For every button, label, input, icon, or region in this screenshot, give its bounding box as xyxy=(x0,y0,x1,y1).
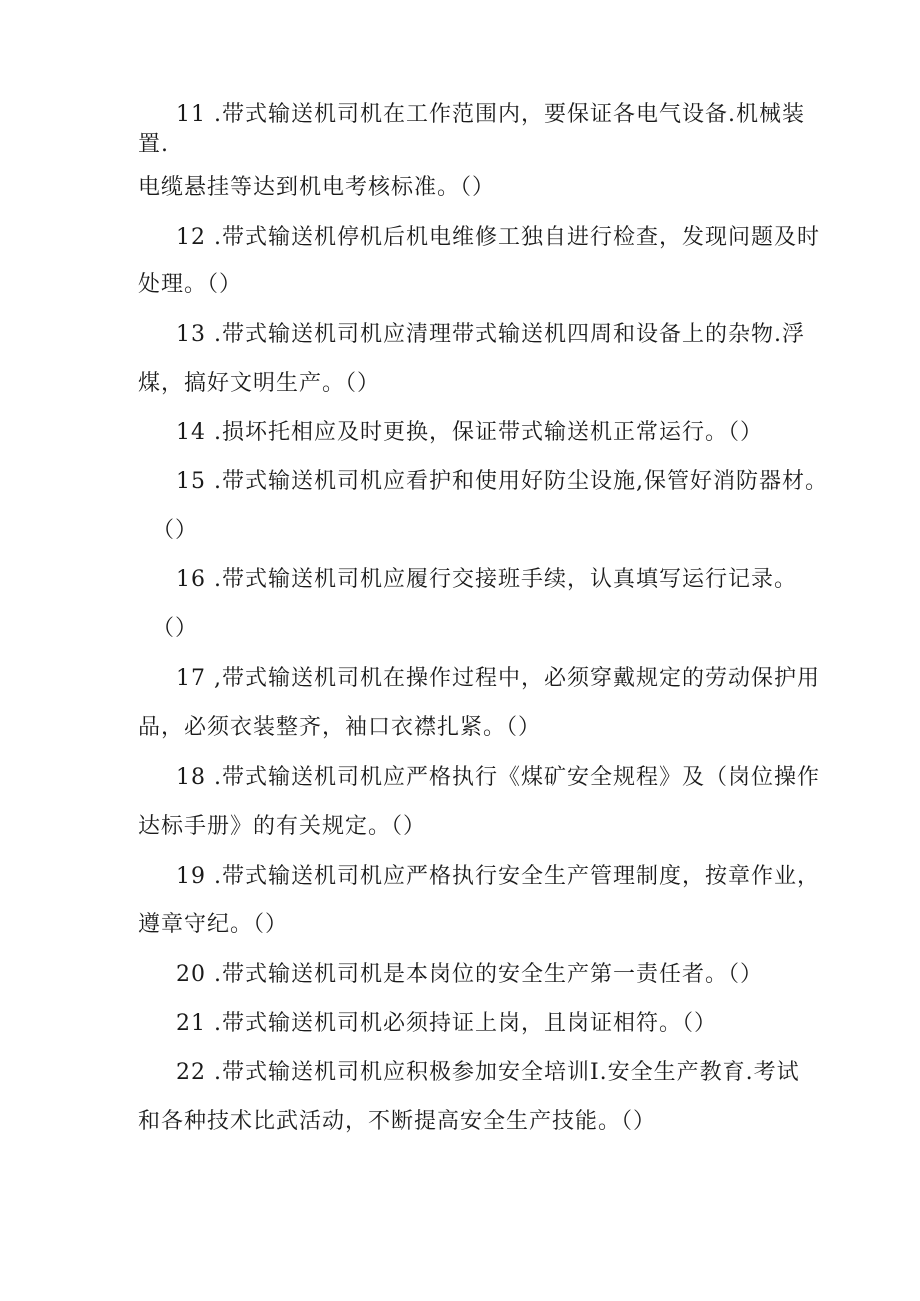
item-21-line-1: 21 .带式输送机司机必须持证上岗，且岗证相符。（） xyxy=(176,1011,717,1036)
item-19-line-1: 19 .带式输送机司机应严格执行安全生产管理制度，按章作业， xyxy=(176,864,820,889)
item-13-line-2: 煤，搞好文明生产。（） xyxy=(138,371,381,396)
item-19-line-2: 遵章守纪。（） xyxy=(138,912,289,937)
item-15-line-1: 15 .带式输送机司机应看护和使用好防尘设施,保管好消防器材。 xyxy=(176,469,828,494)
item-13-line-1: 13 .带式输送机司机应清理带式输送机四周和设备上的杂物.浮 xyxy=(176,322,805,347)
item-11-line-3: 电缆悬挂等达到机电考核标准。（） xyxy=(138,175,496,200)
item-14-line-1: 14 .损坏托相应及时更换，保证带式输送机正常运行。（） xyxy=(176,420,763,445)
item-12-line-2: 处理。（） xyxy=(138,272,243,297)
item-15-line-2: （） xyxy=(152,518,199,543)
item-12-line-1: 12 .带式输送机停机后机电维修工独自进行检查，发现问题及时 xyxy=(176,225,820,250)
item-17-line-1: 17 ,带式输送机司机在操作过程中，必须穿戴规定的劳动保护用 xyxy=(176,666,820,691)
item-11-line-1: 11 .带式输送机司机在工作范围内，要保证各电气设备.机械装 xyxy=(176,102,805,127)
item-16-line-2: （） xyxy=(152,616,199,641)
item-18-line-2: 达标手册》的有关规定。（） xyxy=(138,814,427,839)
item-17-line-2: 品，必须衣装整齐，袖口衣襟扎紧。（） xyxy=(138,715,542,740)
item-16-line-1: 16 .带式输送机司机应履行交接班手续，认真填写运行记录。 xyxy=(176,567,797,592)
item-22-line-1: 22 .带式输送机司机应积极参加安全培训I.安全生产教育.考试 xyxy=(176,1060,800,1085)
item-18-line-1: 18 .带式输送机司机应严格执行《煤矿安全规程》及（岗位操作 xyxy=(176,765,820,790)
item-22-line-2: 和各种技术比武活动，不断提高安全生产技能。（） xyxy=(138,1109,657,1134)
item-20-line-1: 20 .带式输送机司机是本岗位的安全生产第一责任者。（） xyxy=(176,962,763,987)
item-11-line-2: 置. xyxy=(138,132,169,157)
